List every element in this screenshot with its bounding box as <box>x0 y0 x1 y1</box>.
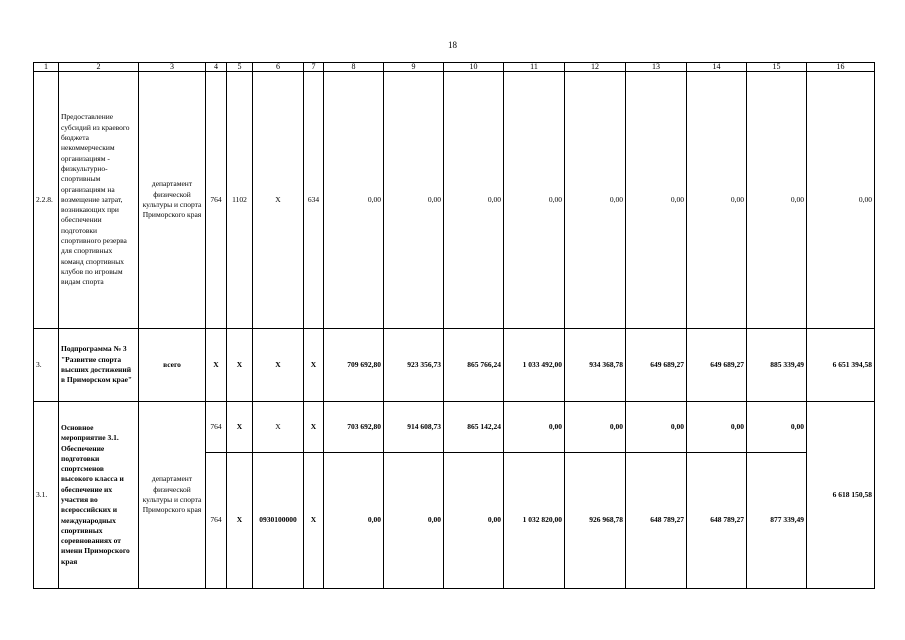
cell-c12: 0,00 <box>565 402 626 453</box>
cell-c13: 0,00 <box>626 402 687 453</box>
cell-c14: 648 789,27 <box>687 453 747 589</box>
cell-c10: 865 766,24 <box>444 329 504 402</box>
cell-c8: 709 692,80 <box>324 329 384 402</box>
cell-c9: 923 356,73 <box>384 329 444 402</box>
row-name: Основное мероприятие 3.1. Обеспечение подготовки спортсменов высокого класса и обеспечение их участия во всероссийских и международных спортивных соревнованиях от имени Приморского края <box>59 402 139 589</box>
cell-c5: 1102 <box>227 72 253 329</box>
cell-c14: 0,00 <box>687 72 747 329</box>
row-number: 3. <box>34 329 59 402</box>
column-header: 13 <box>626 63 687 72</box>
cell-c15: 0,00 <box>747 72 807 329</box>
cell-c13: 648 789,27 <box>626 453 687 589</box>
cell-c9: 914 608,73 <box>384 402 444 453</box>
cell-c10: 0,00 <box>444 453 504 589</box>
cell-c4: X <box>206 329 227 402</box>
cell-c10: 0,00 <box>444 72 504 329</box>
cell-c6: 0930100000 <box>253 453 304 589</box>
cell-c4: 764 <box>206 453 227 589</box>
cell-c11: 0,00 <box>504 72 565 329</box>
cell-c11: 1 033 492,00 <box>504 329 565 402</box>
cell-c16: 6 651 394,58 <box>807 329 875 402</box>
cell-c8: 0,00 <box>324 453 384 589</box>
row-executor: всего <box>139 329 206 402</box>
cell-c11: 0,00 <box>504 402 565 453</box>
cell-c15: 885 339,49 <box>747 329 807 402</box>
cell-c12: 934 368,78 <box>565 329 626 402</box>
cell-c6: X <box>253 72 304 329</box>
cell-c4: 764 <box>206 402 227 453</box>
cell-c12: 0,00 <box>565 72 626 329</box>
row-executor: департамент физической культуры и спорта Приморского края <box>139 72 206 329</box>
column-header: 1 <box>34 63 59 72</box>
cell-c7: X <box>304 329 324 402</box>
cell-c4: 764 <box>206 72 227 329</box>
row-number: 3.1. <box>34 402 59 589</box>
column-header: 2 <box>59 63 139 72</box>
column-header: 15 <box>747 63 807 72</box>
cell-c12: 926 968,78 <box>565 453 626 589</box>
row-executor: департамент физической культуры и спорта Приморского края <box>139 402 206 589</box>
column-header: 9 <box>384 63 444 72</box>
column-header: 12 <box>565 63 626 72</box>
cell-c11: 1 032 820,00 <box>504 453 565 589</box>
row-name: Предоставление субсидий из краевого бюджета некоммерческим организациям - физкультурно-спортивным организациям на возмещение затрат, возникающих при обеспечении подготовки спортивного резерва для спортивных команд спортивных клубов по игровым видам спорта <box>59 72 139 329</box>
column-header: 4 <box>206 63 227 72</box>
column-header: 7 <box>304 63 324 72</box>
column-number-header-row <box>34 63 875 72</box>
cell-c5: X <box>227 453 253 589</box>
column-header: 3 <box>139 63 206 72</box>
row-name: Подпрограмма № 3 "Развитие спорта высших достижений в Приморском крае" <box>59 329 139 402</box>
column-header: 11 <box>504 63 565 72</box>
column-header: 10 <box>444 63 504 72</box>
cell-c7: 634 <box>304 72 324 329</box>
page-number: 18 <box>448 40 457 50</box>
cell-c5: X <box>227 329 253 402</box>
cell-c7: X <box>304 453 324 589</box>
column-header: 6 <box>253 63 304 72</box>
cell-c7: X <box>304 402 324 453</box>
cell-c6: X <box>253 402 304 453</box>
cell-c15: 877 339,49 <box>747 453 807 589</box>
cell-c8: 0,00 <box>324 72 384 329</box>
cell-c15: 0,00 <box>747 402 807 453</box>
column-header: 14 <box>687 63 747 72</box>
row-number: 2.2.8. <box>34 72 59 329</box>
table-row <box>34 72 875 329</box>
table-row <box>34 329 875 402</box>
column-header: 8 <box>324 63 384 72</box>
cell-c6: X <box>253 329 304 402</box>
column-header: 16 <box>807 63 875 72</box>
column-header: 5 <box>227 63 253 72</box>
cell-c16: 0,00 <box>807 72 875 329</box>
cell-c9: 0,00 <box>384 72 444 329</box>
cell-c13: 649 689,27 <box>626 329 687 402</box>
cell-c14: 649 689,27 <box>687 329 747 402</box>
cell-c9: 0,00 <box>384 453 444 589</box>
cell-c16: 6 618 150,58 <box>807 402 875 589</box>
cell-c14: 0,00 <box>687 402 747 453</box>
budget-table <box>33 62 875 589</box>
cell-c5: X <box>227 402 253 453</box>
cell-c13: 0,00 <box>626 72 687 329</box>
cell-c10: 865 142,24 <box>444 402 504 453</box>
cell-c8: 703 692,80 <box>324 402 384 453</box>
table-row <box>34 402 875 453</box>
